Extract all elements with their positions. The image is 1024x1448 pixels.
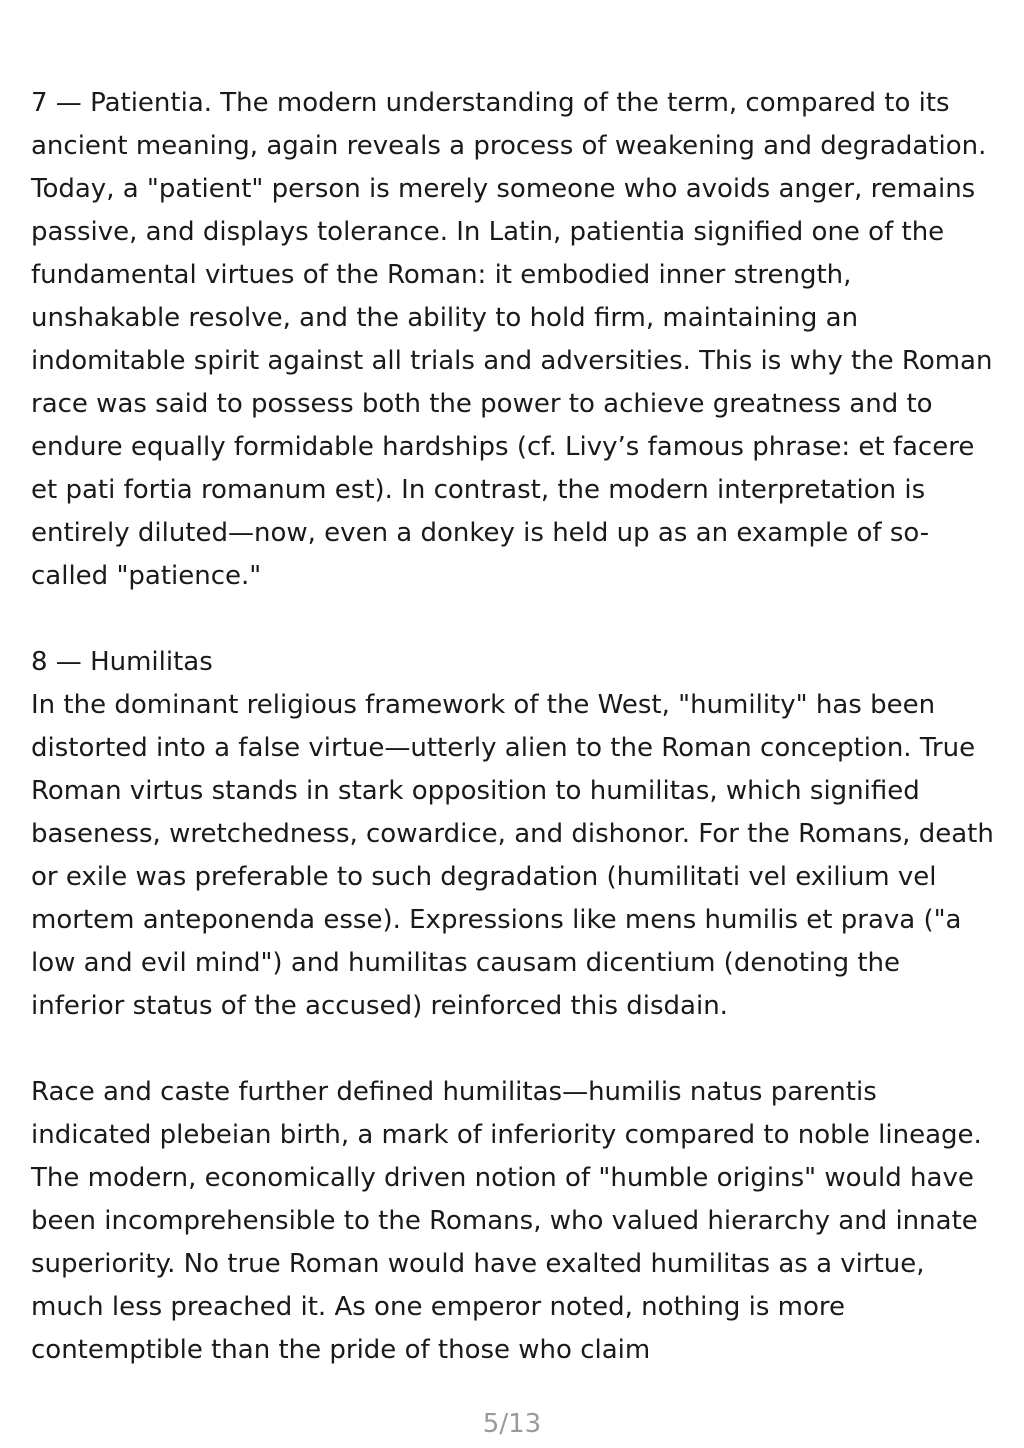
section-heading-humilitas: 8 — Humilitas: [31, 647, 213, 677]
paragraph-patientia: 7 — Patientia. The modern understanding of the term, compared to its ancient meaning, again reveals a process of weakening and degradation. Today, a "patient" person is merely someone who avoids anger, remains passive, and displays tolerance. In Latin, patientia signified one of the fundamental virtues of the Roman: it embodied inner strength, unshakable resolve, and the ability to hold firm, maintaining an indomitable spirit against all trials and adversities. This is why the Roman race was said to possess both the power to achieve greatness and to endure equally formidable hardships (cf. Livy’s famous phrase: et facere et pati fortia romanum est). In contrast, the modern interpretation is entirely diluted—now, even a donkey is held up as an example of so-called "patience.": [31, 88, 993, 591]
reader-page: [31, 82, 997, 1415]
page-indicator: 5/13: [482, 1409, 542, 1439]
paragraph-race-and-caste: Race and caste further defined humilitas—humilis natus parentis indicated plebeian birth, a mark of inferiority compared to noble lineage. The modern, economically driven notion of "humble origins" would have been incomprehensible to the Romans, who valued hierarchy and innate superiority. No true Roman would have exalted humilitas as a virtue, much less preached it. As one emperor noted, nothing is more contemptible than the pride of those who claim: [31, 1077, 982, 1365]
paragraph-humilitas: In the dominant religious framework of the West, "humility" has been distorted into a false virtue—utterly alien to the Roman conception. True Roman virtus stands in stark opposition to humilitas, which signified baseness, wretchedness, cowardice, and dishonor. For the Romans, death or exile was preferable to such degradation (humilitati vel exilium vel mortem anteponenda esse). Expressions like mens humilis et prava ("a low and evil mind") and humilitas causam dicentium (denoting the inferior status of the accused) reinforced this disdain.: [31, 690, 994, 1021]
